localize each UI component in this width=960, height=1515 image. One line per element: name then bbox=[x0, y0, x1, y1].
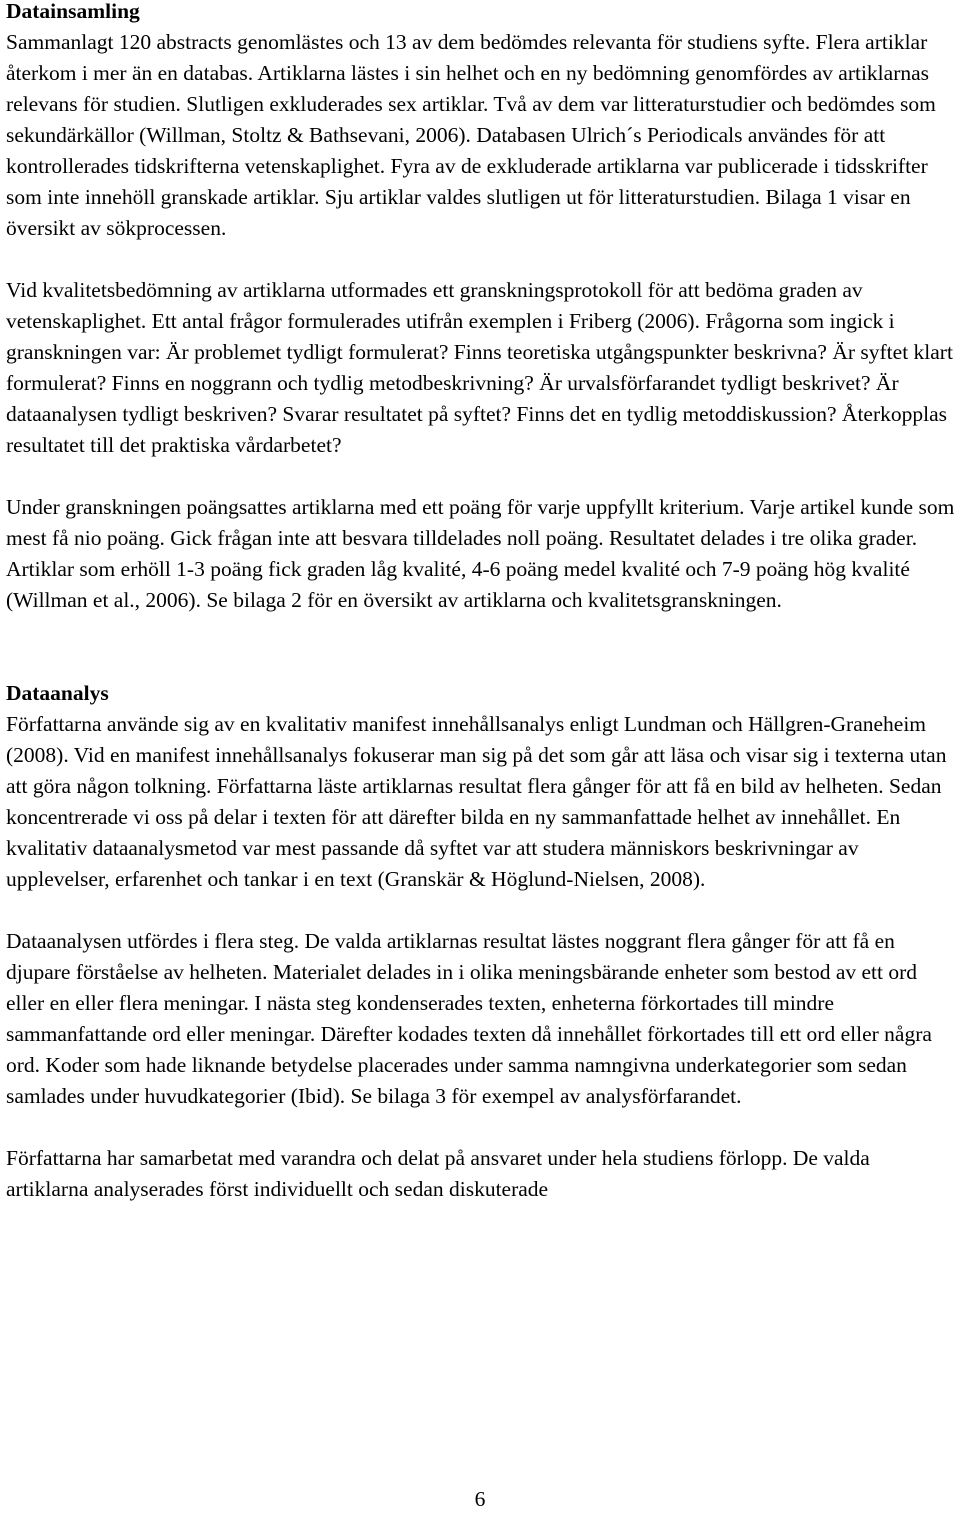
section-dataanalys bbox=[6, 678, 956, 1205]
page-number: 6 bbox=[474, 1487, 486, 1511]
paragraph: Dataanalysen utfördes i flera steg. De valda artiklarnas resultat lästes noggrant flera gånger för att få en djupare förståelse av helheten. Materialet delades in i olika meningsbärande enheter som bestod av ett ord eller en eller flera meningar. I nästa steg kondenserades texten, enheterna förkortades till mindre sammanfattande ord eller meningar. Därefter kodades texten då innehållet förkortades till ett ord eller några ord. Koder som hade liknande betydelse placerades under samma namngivna underkategorier som sedan samlades under huvudkategorier (Ibid). Se bilaga 3 för exempel av analysförfarandet. bbox=[6, 929, 932, 1108]
paragraph: Vid kvalitetsbedömning av artiklarna utformades ett granskningsprotokoll för att bedöma graden av vetenskaplighet. Ett antal frågor formulerades utifrån exemplen i Friberg (2006). Frågorna som ingick i granskningen var: Är problemet tydligt formulerat? Finns teoretiska utgångspunkter beskrivna? Är syftet klart formulerat? Finns en noggrann och tydlig metodbeskrivning? Är urvalsförfarandet tydligt beskrivet? Är dataanalysen tydligt beskriven? Svarar resultatet på syftet? Finns det en tydlig metoddiskussion? Återkopplas resultatet till det praktiska vårdarbetet? bbox=[6, 278, 953, 457]
document-page bbox=[6, 0, 956, 1205]
paragraph: Författarna har samarbetat med varandra och delat på ansvaret under hela studiens förlopp. De valda artiklarna analyserades först individuellt och sedan diskuterade bbox=[6, 1146, 870, 1201]
section-heading-dataanalys: Dataanalys bbox=[6, 681, 109, 705]
section-spacer bbox=[6, 616, 956, 647]
paragraph: Sammanlagt 120 abstracts genomlästes och 13 av dem bedömdes relevanta för studiens syfte. Flera artiklar återkom i mer än en databas. Artiklarna lästes i sin helhet och en ny bedömning genomfördes av artiklarnas relevans för studien. Slutligen exkluderades sex artiklar. Två av dem var litteraturstudier och bedömdes som sekundärkällor (Willman, Stoltz & Bathsevani, 2006). Databasen Ulrich´s Periodicals användes för att kontrollerades tidskrifterna vetenskaplighet. Fyra av de exkluderade artiklarna var publicerade i tidsskrifter som inte innehöll granskade artiklar. Sju artiklar valdes slutligen ut för litteraturstudien. Bilaga 1 visar en översikt av sökprocessen. bbox=[6, 30, 936, 240]
section-spacer bbox=[6, 647, 956, 678]
paragraph: Under granskningen poängsattes artiklarna med ett poäng för varje uppfyllt kriterium. Varje artikel kunde som mest få nio poäng. Gick frågan inte att besvara tilldelades noll poäng. Resultatet delades i tre olika grader. Artiklar som erhöll 1-3 poäng fick graden låg kvalité, 4-6 poäng medel kvalité och 7-9 poäng hög kvalité (Willman et al., 2006). Se bilaga 2 för en översikt av artiklarna och kvalitetsgranskningen. bbox=[6, 495, 955, 612]
section-datainsamling bbox=[6, 0, 956, 616]
section-heading-datainsamling: Datainsamling bbox=[6, 0, 140, 23]
paragraph: Författarna använde sig av en kvalitativ manifest innehållsanalys enligt Lundman och Hällgren-Graneheim (2008). Vid en manifest innehållsanalys fokuserar man sig på det som går att läsa och visar sig i texterna utan att göra någon tolkning. Författarna läste artiklarnas resultat flera gånger för att få en bild av helheten. Sedan koncentrerade vi oss på delar i texten för att därefter bilda en ny sammanfattade helhet av innehållet. En kvalitativ dataanalysmetod var mest passande då syftet var att studera människors beskrivningar av upplevelser, erfarenhet och tankar i en text (Granskär & Höglund-Nielsen, 2008). bbox=[6, 712, 947, 891]
